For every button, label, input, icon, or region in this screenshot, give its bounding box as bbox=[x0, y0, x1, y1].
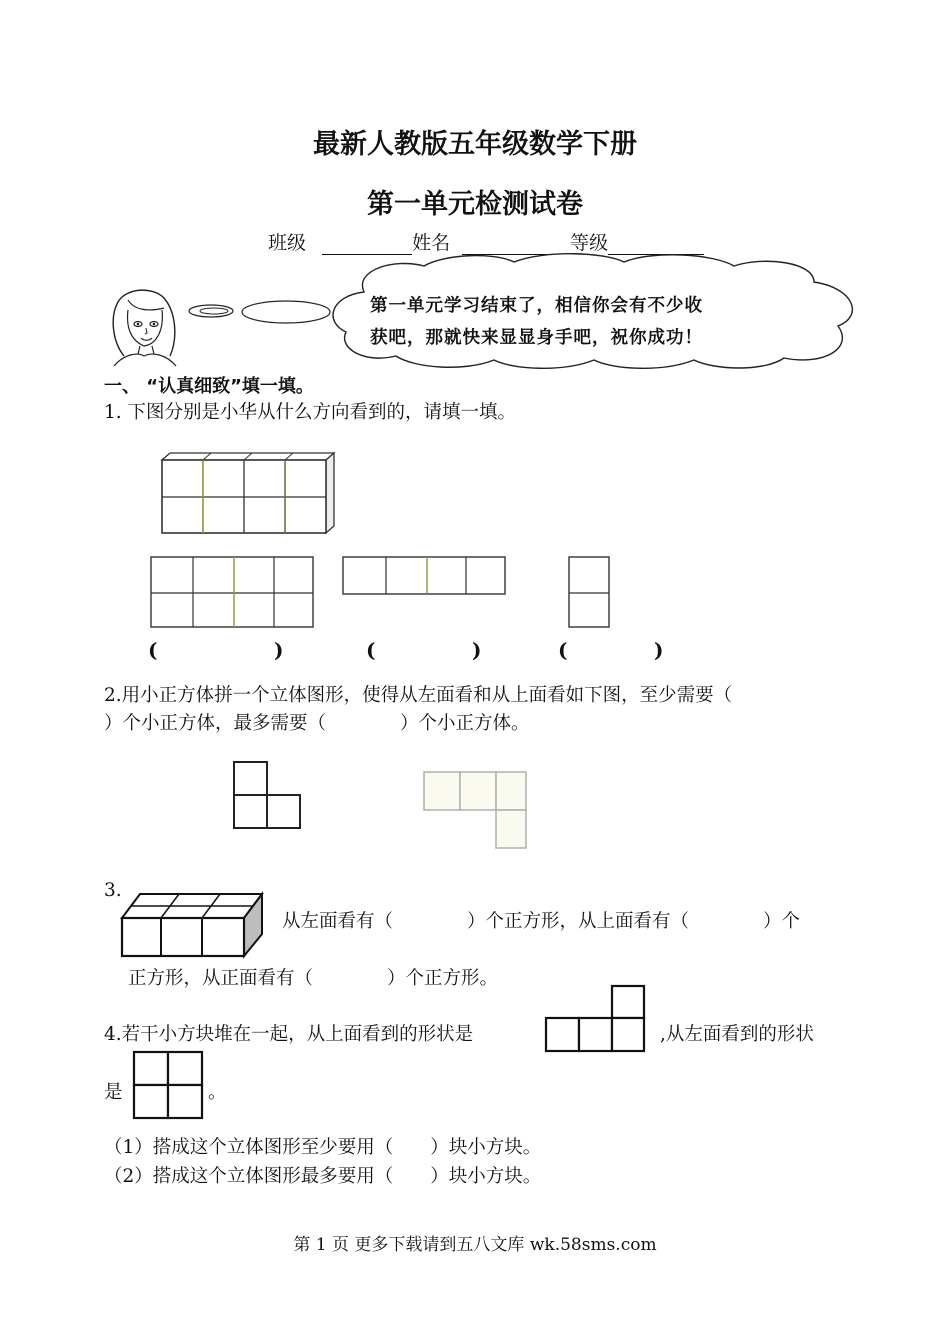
question-4-sub-1: （1）搭成这个立体图形至少要用（ ）块小方块。 bbox=[104, 1137, 542, 1158]
question-3-line-2: 正方形，从正面看有（ ）个正方形。 bbox=[128, 968, 499, 989]
class-label: 班级 bbox=[268, 232, 307, 254]
q1-view-a bbox=[150, 556, 316, 630]
question-4-line-2b: 。 bbox=[208, 1082, 227, 1103]
q3-solid-figure bbox=[120, 890, 266, 960]
question-1-text: 1. 下图分别是小华从什么方向看到的，请填一填。 bbox=[104, 402, 517, 423]
grade-label: 等级 bbox=[570, 232, 609, 254]
page-subtitle: 第一单元检测试卷 bbox=[367, 189, 583, 220]
question-4-line-1b: ,从左面看到的形状 bbox=[660, 1024, 814, 1045]
q1-answer-1-open: ( bbox=[148, 638, 158, 662]
q4-left-view bbox=[132, 1050, 204, 1120]
question-3-line-1: 从左面看有（ ）个正方形，从上面看有（ ）个 bbox=[282, 911, 801, 932]
bubble-text-line-2: 获吧，那就快来显显身手吧，祝你成功！ bbox=[370, 328, 703, 348]
q4-top-view bbox=[544, 984, 648, 1054]
q1-view-c bbox=[568, 556, 612, 630]
q1-answer-3-open: ( bbox=[558, 638, 568, 662]
q1-answer-1-close: ) bbox=[274, 638, 284, 662]
question-4-line-2a: 是 bbox=[104, 1082, 123, 1103]
bubble-text-line-1: 第一单元学习结束了，相信你会有不少收 bbox=[370, 296, 703, 316]
q1-answer-2-open: ( bbox=[366, 638, 376, 662]
page-title: 最新人教版五年级数学下册 bbox=[313, 129, 637, 160]
q1-answer-3-close: ) bbox=[654, 638, 664, 662]
q1-view-b bbox=[342, 556, 508, 596]
question-4-line-1a: 4.若干小方块堆在一起，从上面看到的形状是 bbox=[104, 1024, 474, 1045]
question-2-line-1: 2.用小正方体拼一个立体图形，使得从左面看和从上面看如下图，至少需要（ bbox=[104, 685, 733, 706]
q2-left-view bbox=[232, 760, 302, 830]
section-heading: 一、 “认真细致”填一填。 bbox=[104, 376, 314, 397]
thought-bubble-medium bbox=[238, 298, 338, 326]
q1-answer-1-blank[interactable] bbox=[162, 640, 270, 662]
girl-illustration bbox=[104, 286, 184, 368]
q2-top-view bbox=[422, 770, 530, 852]
q1-answer-3-blank[interactable] bbox=[572, 640, 650, 662]
question-4-sub-2: （2）搭成这个立体图形最多要用（ ）块小方块。 bbox=[104, 1166, 542, 1187]
question-2-line-2: ）个小正方体，最多需要（ ）个小正方体。 bbox=[104, 713, 530, 734]
name-label: 姓名 bbox=[412, 232, 451, 254]
q1-answer-2-close: ) bbox=[472, 638, 482, 662]
q1-solid-figure bbox=[160, 450, 340, 536]
page-footer: 第 1 页 更多下载请到五八文库 wk.58sms.com bbox=[293, 1235, 657, 1255]
question-3-number: 3. bbox=[104, 880, 122, 901]
q1-answer-2-blank[interactable] bbox=[380, 640, 468, 662]
thought-bubble-small bbox=[186, 302, 236, 322]
student-info-line bbox=[268, 228, 704, 255]
